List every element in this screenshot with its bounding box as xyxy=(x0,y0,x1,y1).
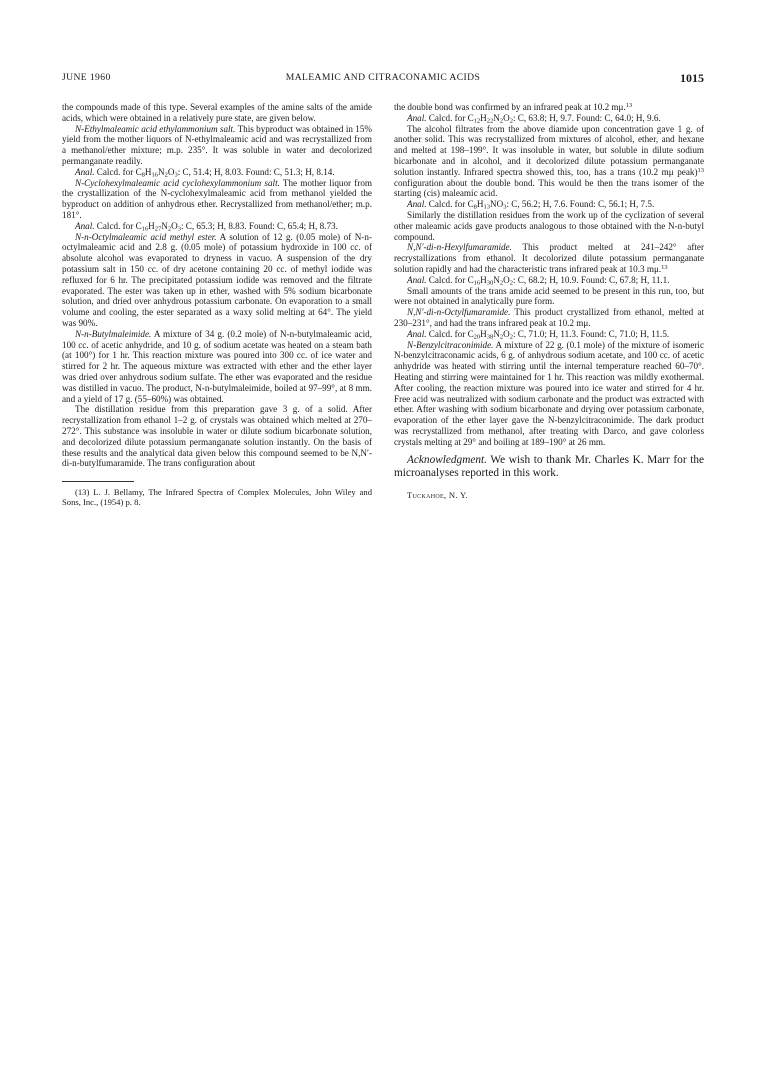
anal-label: Anal. xyxy=(75,220,95,231)
text: Calcd. for C xyxy=(426,199,474,210)
subscript: 8 xyxy=(473,203,477,211)
anal-label: Anal. xyxy=(75,166,95,177)
text: Calcd. for C xyxy=(426,328,474,339)
left-column xyxy=(62,102,372,507)
text: O xyxy=(171,220,178,231)
subscript: 27 xyxy=(154,225,162,233)
subscript: 22 xyxy=(486,117,494,125)
subscript: 2 xyxy=(167,225,172,233)
subscript: 2 xyxy=(509,279,513,287)
paragraph-benzylcitraconimide xyxy=(394,340,704,448)
text: H xyxy=(480,112,487,123)
reference-superscript: 13 xyxy=(625,102,633,109)
subscript: 16 xyxy=(473,279,481,287)
subscript: 2 xyxy=(509,333,513,341)
text: Calcd. for C xyxy=(426,274,474,285)
acknowledgment-heading: Acknowledgment. xyxy=(407,453,487,466)
paragraph-butylmaleimide xyxy=(62,329,372,405)
subscript: 8 xyxy=(141,171,145,179)
paragraph-text: A mixture of 34 g. (0.2 mole) of N-n-butylmaleamic acid, 100 cc. of acetic anhydride, and 10 g. of sodium acetate was heated on a steam bath (at 100°) for 1 hr. This reaction mixture was poured into 300 cc. of ice water and stirred for 2 hr. The aqueous mixture was extracted with ether and the ether layer was dried over anhydrous sodium sulfate. The ether was evaporated and the residue was distilled in vacuo. The product, N-n-butylmaleimide, boiled at 97–99°, at 8 mm. and a yield of 17 g. (55–60%) was obtained. xyxy=(62,328,372,404)
text: H xyxy=(480,328,487,339)
text: : C, 56.2; H, 7.6. Found: C, 56.1; H, 7.5. xyxy=(506,199,655,210)
paragraph-amine-salts: the compounds made of this type. Several examples of the amine salts of the amide acids, which were obtained in a relatively pure state, are given below. xyxy=(62,102,372,123)
analysis-line xyxy=(394,329,704,340)
text: The alcohol filtrates from the above diamide upon concentration gave 1 g. of another solid. This was recrystallized from mixtures of alcohol, ether, and hexane and melted at 198–199°. It was insoluble in water, but soluble in dilute sodium bicarbonate and in alcohol, and it decolorized dilute potassium permanganate solution instantly. Infrared spectra showed this, too, has a trans (10.2 mμ peak) xyxy=(394,123,704,177)
paragraph-continuation xyxy=(394,102,704,113)
right-column xyxy=(394,102,704,501)
subscript: 3 xyxy=(177,225,181,233)
text: Calcd. for C xyxy=(94,166,142,177)
subscript: 2 xyxy=(499,117,504,125)
paragraph-hexylfumaramide xyxy=(394,242,704,274)
text: O xyxy=(167,166,175,177)
anal-label: Anal. xyxy=(407,112,427,123)
subscript: 30 xyxy=(486,279,494,287)
analysis-line xyxy=(394,199,704,210)
text: : C, 71.0; H, 11.3. Found: C, 71.0; H, 11.5. xyxy=(512,328,670,339)
text: : C, 68.2; H, 10.9. Found: C, 67.8; H, 11.1. xyxy=(512,274,670,285)
text: H xyxy=(144,166,152,177)
anal-label: Anal. xyxy=(407,328,427,339)
compound-heading: N,N′-di-n-Hexylfumaramide. xyxy=(407,242,512,253)
subscript: 2 xyxy=(164,171,168,179)
compound-heading: N-n-Butylmaleimide. xyxy=(75,328,152,339)
text: Calcd. for C xyxy=(426,112,474,123)
text: N xyxy=(158,166,165,177)
paragraph-text: This byproduct was obtained in 15% yield from the mother liquors of N-ethylmaleamic acid and was recrystallized from a methanol/ether mixture; m.p. 235°. It was soluble in water and decolorized permanganate readily. xyxy=(62,123,372,166)
analysis-line xyxy=(394,113,704,124)
compound-heading: N,N′-di-n-Octylfumaramide. xyxy=(407,307,511,318)
text: O xyxy=(503,112,510,123)
text: : C, 65.3; H, 8.83. Found: C, 65.4; H, 8.73. xyxy=(180,220,338,231)
subscript: 38 xyxy=(486,333,494,341)
reference-superscript: 13 xyxy=(661,263,668,271)
text: the double bond was confirmed by an infrared peak at 10.2 mμ. xyxy=(394,102,626,112)
paragraph-similarly: Similarly the distillation residues from the work up of the cyclization of several other maleamic acids gave products analogous to those obtained with the N-n-butyl compound. xyxy=(394,209,704,242)
subscript: 16 xyxy=(141,225,149,233)
text: N xyxy=(493,112,500,123)
text: O xyxy=(503,274,510,285)
footnote-divider xyxy=(62,481,134,482)
header-date: JUNE 1960 xyxy=(62,72,111,83)
subscript: 2 xyxy=(509,117,513,125)
text: configuration about the double bond. This would be then the trans isomer of the starting (cis) maleamic acid. xyxy=(394,177,704,199)
subscript: 2 xyxy=(499,279,504,287)
author-location: Tuckahoe, N. Y. xyxy=(407,490,468,501)
analysis-line xyxy=(394,275,704,286)
paragraph-trans-amide: Small amounts of the trans amide acid seemed to be present in this run, too, but were not obtained in analytically pure form. xyxy=(394,285,704,307)
text: H xyxy=(480,274,487,285)
reference-superscript: 13 xyxy=(697,166,704,174)
subscript: 3 xyxy=(174,171,178,179)
anal-label: Anal. xyxy=(407,274,427,285)
text: A mixture of 22 g. (0.1 mole) of the mixture of isomeric N-benzylcitraconamic acids, 6 g. of anhydrous sodium acetate, and 100 cc. of acetic anhydride was heated with stirring until the internal temperature reached 60–70°. Heating and stirring were maintained for 1 hr. This reaction was mildly exothermal. After cooling, the reaction mixture was poured into ice water and stirred for 4 hr. Free acid was neutralized with sodium carbonate and the product was extracted with ether. After washing with sodium bicarbonate and drying over potassium carbonate, evaporation of the ether layer gave the N-benzylcitraconimide. The dark product was recrystallized from methanol, after treating with Darco, and gave colorless crystals melting at 29° and boiling at 189–190° at 26 mm. xyxy=(394,339,704,447)
text: O xyxy=(503,328,510,339)
subscript: 3 xyxy=(503,203,507,211)
page-number: 1015 xyxy=(680,71,704,85)
compound-heading: N-n-Octylmaleamic acid methyl ester. xyxy=(75,231,217,242)
paragraph-cyclohexylammonium-salt xyxy=(62,178,372,221)
text: H xyxy=(476,199,484,210)
text: Calcd. for C xyxy=(94,220,142,231)
paragraph-text: The mother liquor from the crystallization of the N-cyclohexylmaleamic acid from methanol yielded the byproduct on addition of anhydrous ether. Recrystallized from methanol/ether; m.p. 181°. xyxy=(62,177,372,220)
subscript: 16 xyxy=(151,171,158,179)
paragraph-ethylammonium-salt xyxy=(62,124,372,167)
paragraph-text: A solution of 12 g. (0.05 mole) of N-n-octylmaleamic acid and 2.8 g. (0.05 mole) of potassium hydroxide in 100 cc. of absolute alcohol was evaporated to dryness in vacuo. A suspension of the dry potassium salt in 150 cc. of dry acetone containing 20 cc. of methyl iodide was refluxed for 6 hr. The precipitated potassium iodide was removed and the filtrate evaporated. The ester was taken up in ether, washed with 5% sodium bicarbonate solution, and dried over anhydrous potassium carbonate. On evaporation to a small volume and cooling, the ester separated as a waxy solid melting at 64°. The yield was 90%. xyxy=(62,231,372,328)
subscript: 2 xyxy=(499,333,504,341)
text: This product crystallized from ethanol, melted at 230–231°, and had the trans infrared peak at 10.2 mμ. xyxy=(394,307,704,328)
running-header xyxy=(62,72,704,86)
text: NO xyxy=(490,199,504,210)
text: : C, 51.4; H, 8.03. Found: C, 51.3; H, 8.14. xyxy=(177,166,335,177)
anal-label: Anal. xyxy=(407,199,427,210)
paragraph-distillation-residue: The distillation residue from this preparation gave 3 g. of a solid. After recrystallization from ethanol 1–2 g. of crystals was obtained which melted at 270–272°. This substance was insoluble in water or dilute sodium bicarbonate solution, and decolorized dilute potassium permanganate solution instantly. On the basis of these results and the analytical data given below this compound seemed to be N,N′-di-n-butylfumaramide. The trans configuration about xyxy=(62,404,372,469)
text: H xyxy=(148,220,155,231)
acknowledgment xyxy=(394,454,704,481)
text: N xyxy=(161,220,168,231)
paragraph-octylfumaramide xyxy=(394,307,704,329)
compound-heading: N-Benzylcitraconimide. xyxy=(407,339,494,350)
subscript: 12 xyxy=(473,117,481,125)
subscript: 13 xyxy=(483,203,490,211)
journal-page xyxy=(62,71,704,508)
analysis-line xyxy=(62,221,372,232)
text: N xyxy=(493,274,500,285)
text: : C, 63.8; H, 9.7. Found: C, 64.0; H, 9.6. xyxy=(512,112,661,123)
text: N xyxy=(493,328,500,339)
paragraph-alcohol-filtrates xyxy=(394,124,704,200)
subscript: 20 xyxy=(473,333,481,341)
compound-heading: N-Cyclohexylmaleamic acid cyclohexylammonium salt. xyxy=(75,177,280,188)
paragraph-methyl-ester xyxy=(62,232,372,329)
footnote-13: (13) L. J. Bellamy, The Infrared Spectra of Complex Molecules, John Wiley and Sons, Inc., (1954) p. 8. xyxy=(62,487,372,508)
analysis-line xyxy=(62,167,372,178)
text: This product melted at 241–242° after recrystallizations from ethanol. It decolorized dilute potassium permanganate solution rapidly and had the characteristic trans infrared peak at 10.3 mμ. xyxy=(394,242,704,274)
compound-heading: N-Ethylmaleamic acid ethylammonium salt. xyxy=(75,123,236,134)
text: We wish to thank Mr. Charles K. Marr for the microanalyses reported in this work. xyxy=(394,453,704,479)
header-title: MALEAMIC AND CITRACONAMIC ACIDS xyxy=(285,72,481,83)
